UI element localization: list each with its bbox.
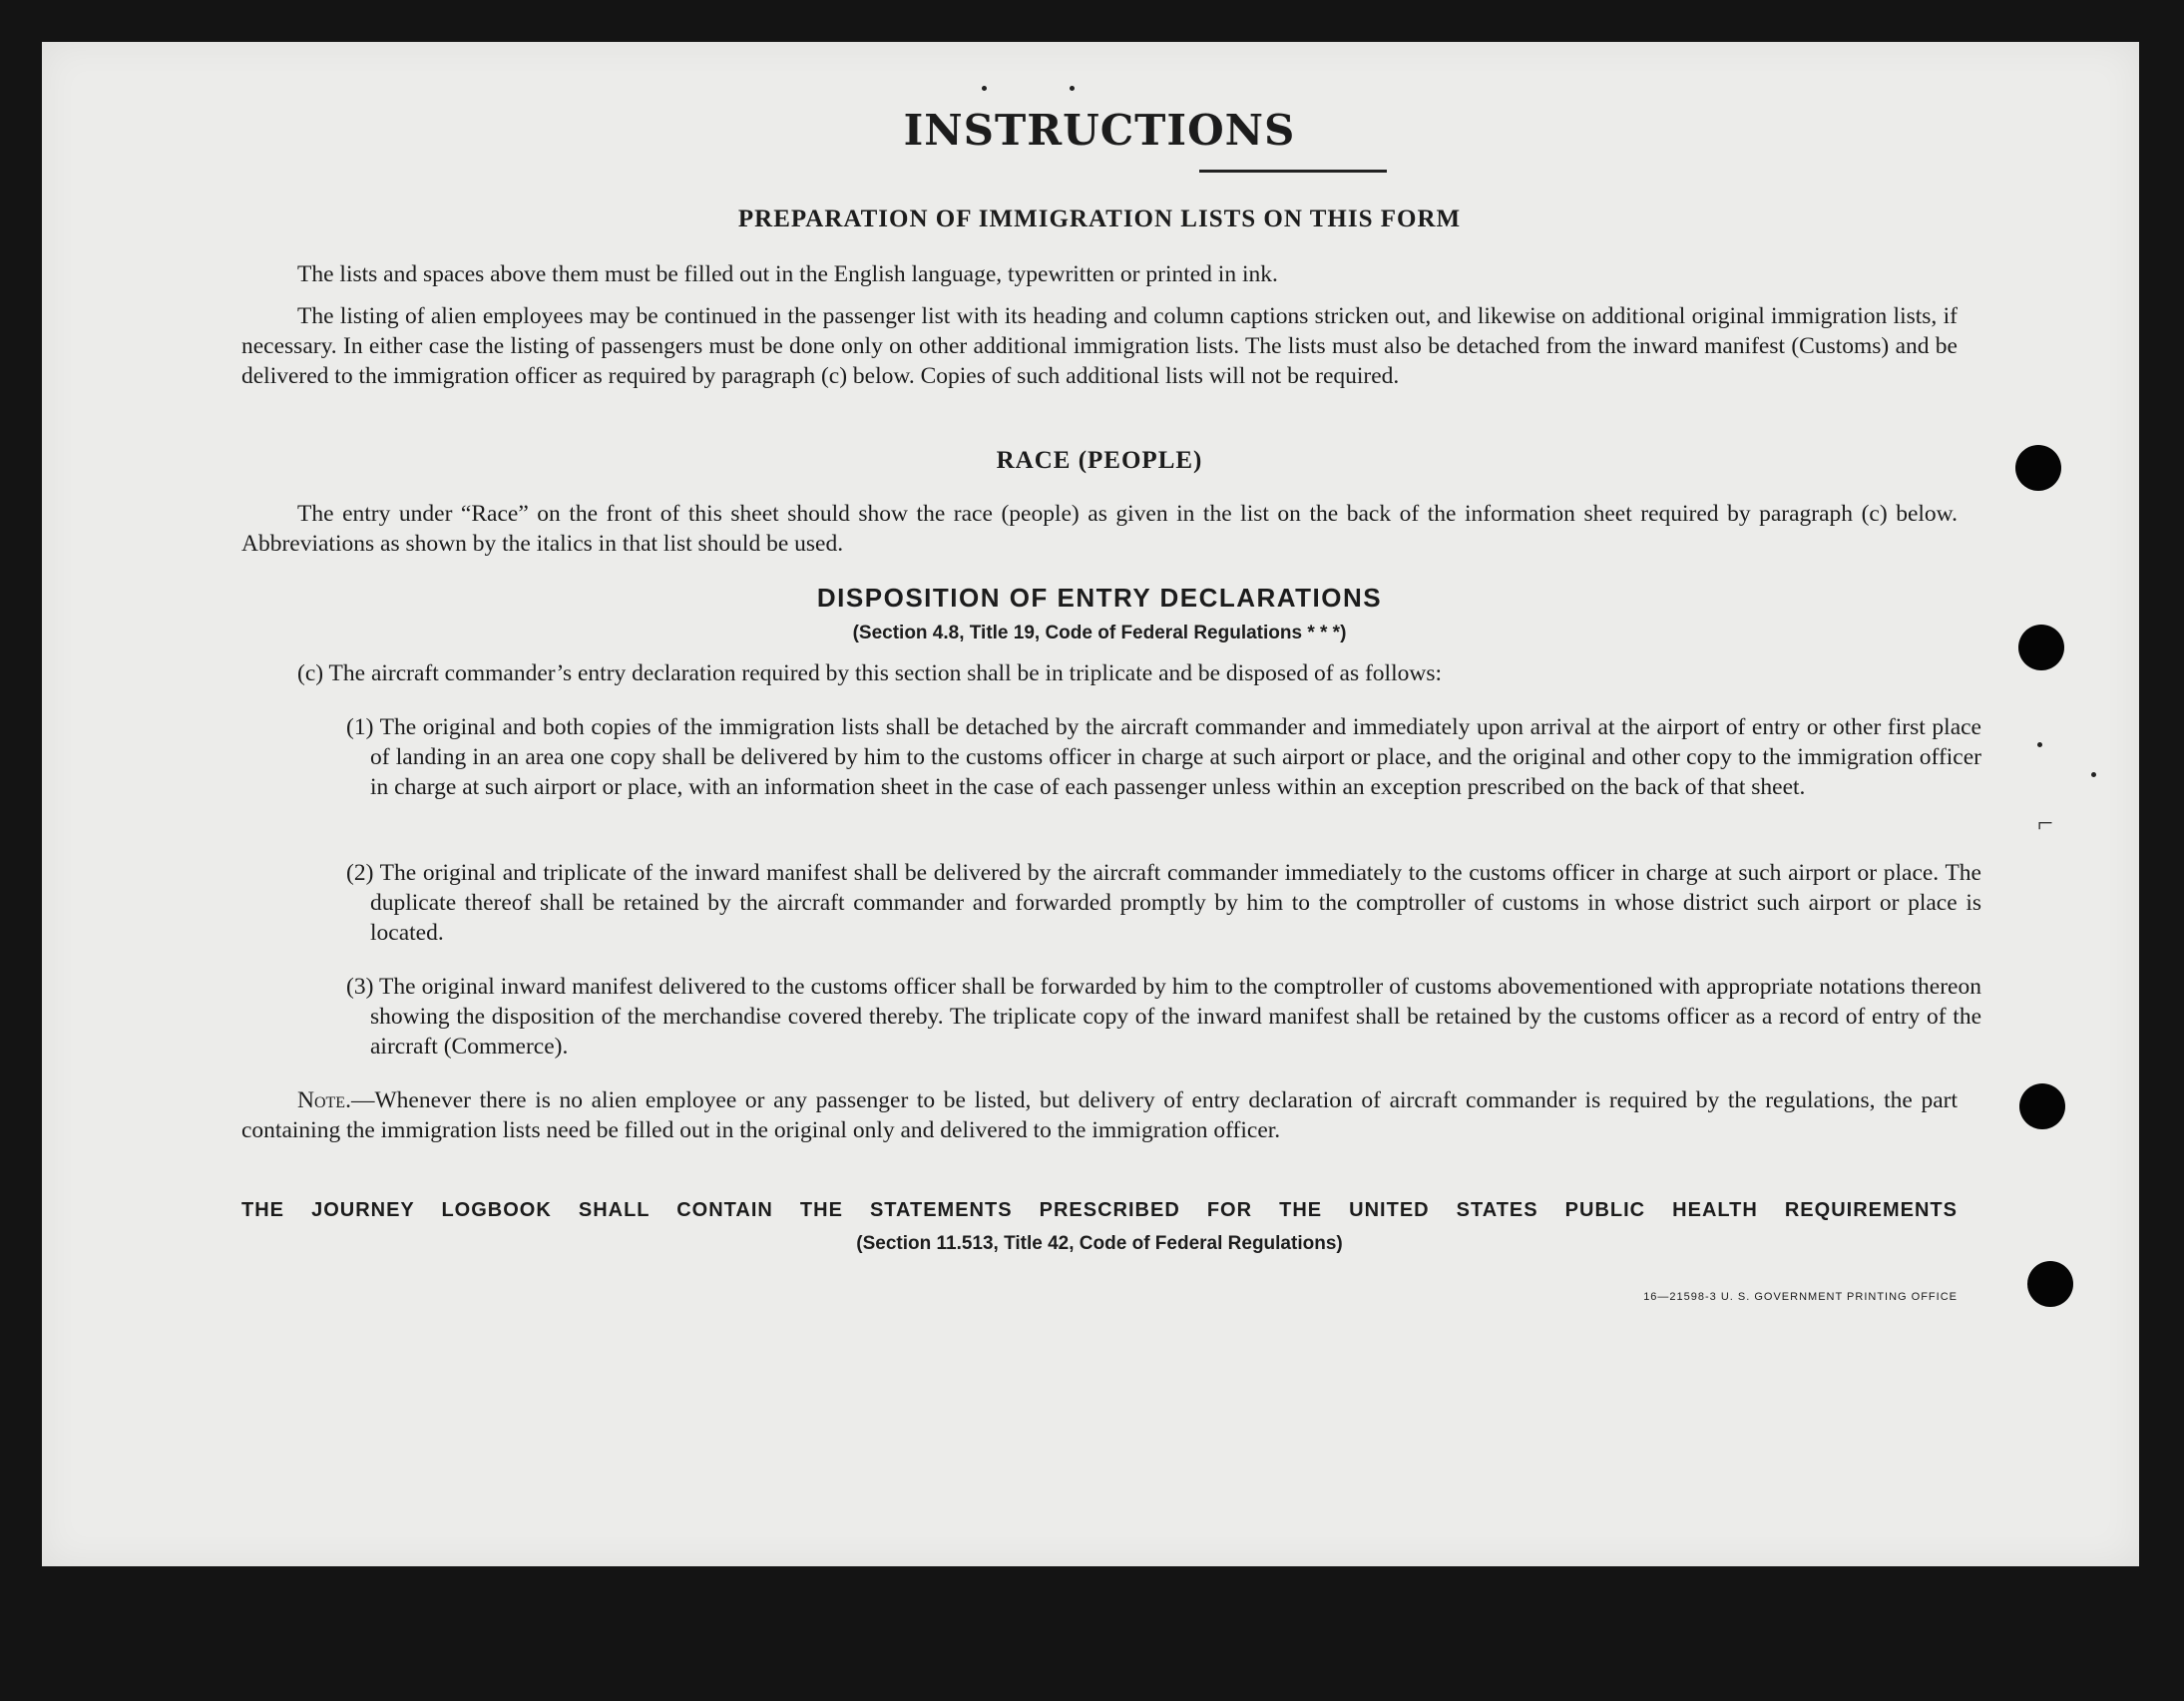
list-item-3: (3) The original inward manifest delivered to the customs officer shall be forwarded by him to the comptroller of customs abovementioned with appropriate notations thereon showing the disposition of the merchandise covered thereby. The triplicate copy of the inward manifest shall be retained by the customs officer as a record of entry of the aircraft (Commerce). bbox=[346, 974, 1981, 1060]
printing-office-code: 16—21598-3 U. S. GOVERNMENT PRINTING OFFICE bbox=[1643, 1291, 1958, 1303]
preparation-heading: PREPARATION OF IMMIGRATION LISTS ON THIS FORM bbox=[737, 206, 1462, 232]
speck bbox=[1070, 86, 1075, 91]
disposition-citation: (Section 4.8, Title 19, Code of Federal Regulations * * *) bbox=[852, 623, 1347, 643]
pen-mark: ⌐ bbox=[2037, 808, 2053, 839]
document-page bbox=[42, 42, 2139, 1566]
preparation-paragraph-1: The lists and spaces above them must be filled out in the English language, typewritten or printed in ink. bbox=[297, 261, 1278, 287]
note-paragraph bbox=[241, 1085, 1958, 1145]
punch-hole bbox=[2027, 1261, 2073, 1307]
note-lead: Note. bbox=[297, 1087, 351, 1113]
page-title: INSTRUCTIONS bbox=[903, 106, 1296, 155]
speck bbox=[2037, 742, 2042, 747]
title-rule bbox=[1199, 170, 1387, 173]
race-heading: RACE (PEOPLE) bbox=[996, 447, 1203, 474]
race-paragraph: The entry under “Race” on the front of this sheet should show the race (people) as given in the list on the back of the information sheet required by paragraph (c) below. Abbreviations as shown by the italics in that list should be used. bbox=[241, 501, 1958, 557]
public-health-citation: (Section 11.513, Title 42, Code of Federal Regulations) bbox=[856, 1233, 1343, 1254]
list-item-2: (2) The original and triplicate of the inward manifest shall be delivered by the aircraft commander immediately to the customs officer in charge at such airport or place. The duplicate thereof shall be retained by the aircraft commander and forwarded promptly by him to the comptroller of customs in whose district such airport or place is located. bbox=[346, 860, 1981, 946]
speck bbox=[982, 86, 987, 91]
list-item-1: (1) The original and both copies of the immigration lists shall be detached by the aircraft commander and immediately upon arrival at the airport of entry or other first place of landing in an area one copy shall be delivered by him to the customs officer in charge at such airport or place, and the original and other copy to the immigration officer in charge at such airport or place, with an information sheet in the case of each passenger unless within an exception prescribed on the back of that sheet. bbox=[346, 714, 1981, 800]
punch-hole bbox=[2019, 1083, 2065, 1129]
public-health-statement: THE JOURNEY LOGBOOK SHALL CONTAIN THE STATEMENTS PRESCRIBED FOR THE UNITED STATES PUBLIC HEALTH REQUIREMENTS bbox=[241, 1199, 1958, 1221]
paragraph-c: (c) The aircraft commander’s entry declaration required by this section shall be in triplicate and be disposed of as follows: bbox=[297, 660, 1442, 686]
note-body: —Whenever there is no alien employee or any passenger to be listed, but delivery of entry declaration of aircraft commander is required by the regulations, the part containing the immigration lists need be filled out in the original only and delivered to the immigration officer. bbox=[241, 1087, 1958, 1143]
punch-hole bbox=[2018, 625, 2064, 670]
disposition-heading: DISPOSITION OF ENTRY DECLARATIONS bbox=[816, 583, 1383, 613]
speck bbox=[2091, 772, 2096, 777]
preparation-paragraph-2: The listing of alien employees may be continued in the passenger list with its heading and column captions stricken out, and likewise on additional original immigration lists, if necessary. In either case the listing of passengers must be done only on other additional immigration lists. The lists must also be detached from the inward manifest (Customs) and be delivered to the immigration officer as required by paragraph (c) below. Copies of such additional lists will not be required. bbox=[241, 303, 1958, 389]
punch-hole bbox=[2015, 445, 2061, 491]
